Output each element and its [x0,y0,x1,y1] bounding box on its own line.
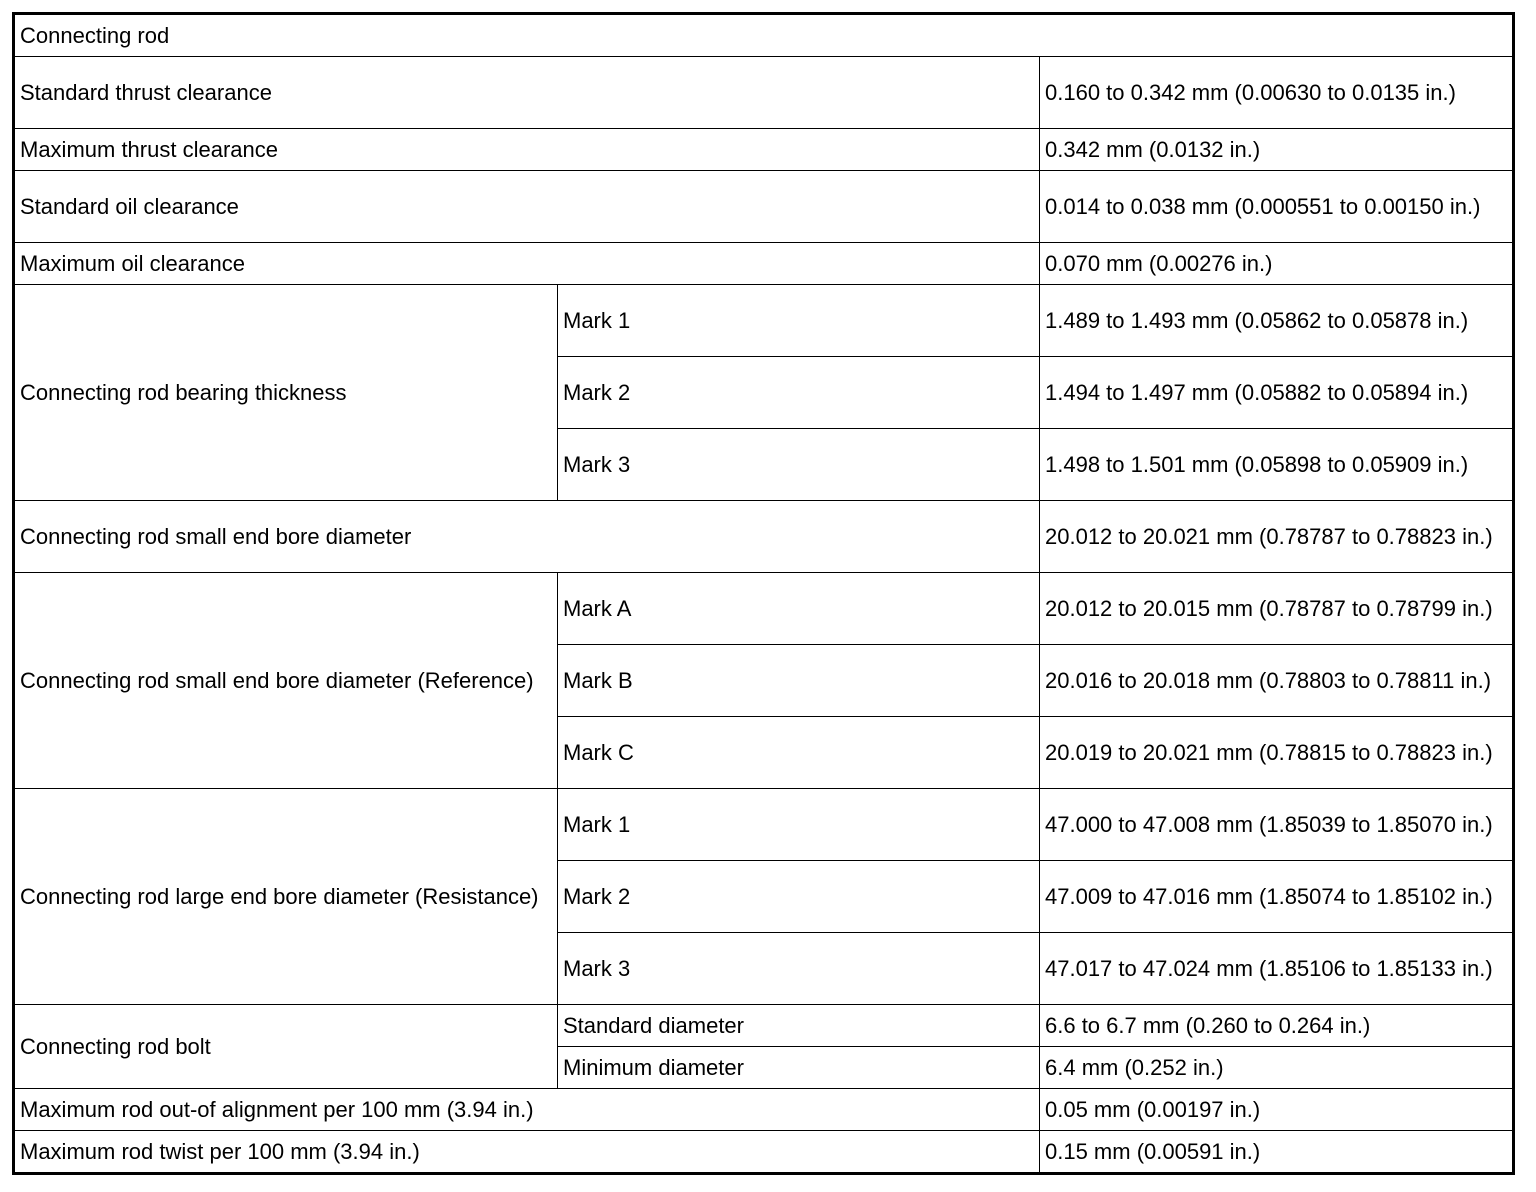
bearing-thickness-mark-value: 1.494 to 1.497 mm (0.05882 to 0.05894 in.) [1040,357,1514,429]
row-value-max-out-of-alignment: 0.05 mm (0.00197 in.) [1040,1089,1514,1131]
row-label-maximum-thrust-clearance: Maximum thrust clearance [14,129,1040,171]
table-row [14,57,1514,129]
row-label-bearing-thickness: Connecting rod bearing thickness [14,285,558,501]
large-end-resistance-mark-value: 47.000 to 47.008 mm (1.85039 to 1.85070 in.) [1040,789,1514,861]
rod-bolt-item-label: Standard diameter [558,1005,1040,1047]
row-label-standard-thrust-clearance: Standard thrust clearance [14,57,1040,129]
small-end-reference-mark-label: Mark C [558,717,1040,789]
row-label-small-end-bore-reference: Connecting rod small end bore diameter (Reference) [14,573,558,789]
row-label-small-end-bore-diameter: Connecting rod small end bore diameter [14,501,1040,573]
row-label-max-twist: Maximum rod twist per 100 mm (3.94 in.) [14,1131,1040,1174]
table-row [14,501,1514,573]
large-end-resistance-mark-label: Mark 1 [558,789,1040,861]
rod-bolt-item-value: 6.4 mm (0.252 in.) [1040,1047,1514,1089]
row-label-rod-bolt: Connecting rod bolt [14,1005,558,1089]
rod-bolt-item-value: 6.6 to 6.7 mm (0.260 to 0.264 in.) [1040,1005,1514,1047]
rod-bolt-item-label: Minimum diameter [558,1047,1040,1089]
large-end-resistance-mark-label: Mark 2 [558,861,1040,933]
table-row [14,129,1514,171]
bearing-thickness-mark-label: Mark 1 [558,285,1040,357]
row-label-large-end-bore-resistance: Connecting rod large end bore diameter (Resistance) [14,789,558,1005]
row-label-maximum-oil-clearance: Maximum oil clearance [14,243,1040,285]
table-row [14,14,1514,57]
bearing-thickness-mark-value: 1.498 to 1.501 mm (0.05898 to 0.05909 in.) [1040,429,1514,501]
table-row [14,1131,1514,1174]
row-label-standard-oil-clearance: Standard oil clearance [14,171,1040,243]
row-label-max-out-of-alignment: Maximum rod out-of alignment per 100 mm (3.94 in.) [14,1089,1040,1131]
small-end-reference-mark-value: 20.016 to 20.018 mm (0.78803 to 0.78811 in.) [1040,645,1514,717]
row-value-maximum-oil-clearance: 0.070 mm (0.00276 in.) [1040,243,1514,285]
table-row [14,573,1514,645]
table-row [14,171,1514,243]
bearing-thickness-mark-value: 1.489 to 1.493 mm (0.05862 to 0.05878 in.) [1040,285,1514,357]
row-value-max-twist: 0.15 mm (0.00591 in.) [1040,1131,1514,1174]
table-row [14,243,1514,285]
row-value-small-end-bore-diameter: 20.012 to 20.021 mm (0.78787 to 0.78823 in.) [1040,501,1514,573]
table-row [14,285,1514,357]
row-value-standard-oil-clearance: 0.014 to 0.038 mm (0.000551 to 0.00150 in.) [1040,171,1514,243]
small-end-reference-mark-label: Mark B [558,645,1040,717]
table-title: Connecting rod [14,14,1514,57]
small-end-reference-mark-value: 20.012 to 20.015 mm (0.78787 to 0.78799 in.) [1040,573,1514,645]
large-end-resistance-mark-value: 47.017 to 47.024 mm (1.85106 to 1.85133 in.) [1040,933,1514,1005]
small-end-reference-mark-value: 20.019 to 20.021 mm (0.78815 to 0.78823 in.) [1040,717,1514,789]
bearing-thickness-mark-label: Mark 3 [558,429,1040,501]
bearing-thickness-mark-label: Mark 2 [558,357,1040,429]
large-end-resistance-mark-value: 47.009 to 47.016 mm (1.85074 to 1.85102 in.) [1040,861,1514,933]
table-row [14,1005,1514,1047]
large-end-resistance-mark-label: Mark 3 [558,933,1040,1005]
table-row [14,789,1514,861]
connecting-rod-spec-table [12,12,1515,1175]
row-value-maximum-thrust-clearance: 0.342 mm (0.0132 in.) [1040,129,1514,171]
table-row [14,1089,1514,1131]
row-value-standard-thrust-clearance: 0.160 to 0.342 mm (0.00630 to 0.0135 in.) [1040,57,1514,129]
small-end-reference-mark-label: Mark A [558,573,1040,645]
